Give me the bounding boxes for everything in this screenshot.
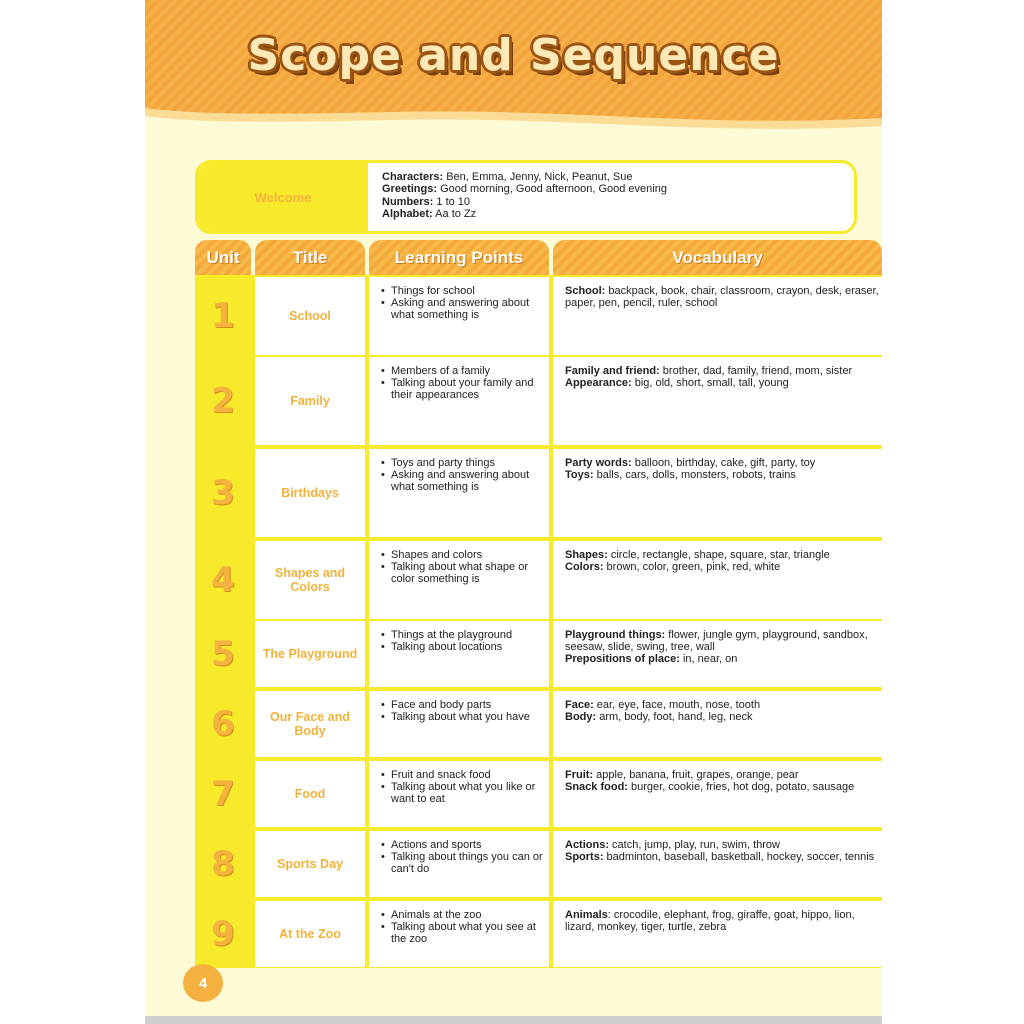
learning-points-list [381, 629, 549, 653]
unit-row [195, 691, 882, 757]
learning-point: • Toys and party things [381, 457, 549, 469]
header-title: Title [255, 240, 365, 275]
unit-title: The Playground [255, 621, 365, 687]
learning-points-list [381, 769, 549, 806]
unit-number: 3 [211, 473, 235, 513]
welcome-term: Alphabet: [382, 208, 433, 221]
vocabulary-words: backpack, book, chair, classroom, crayon, desk, eraser, paper, pen, pencil, ruler, school [565, 285, 879, 310]
vocabulary-words: catch, jump, play, run, swim, throw [609, 839, 780, 851]
unit-title: Our Face and Body [255, 691, 365, 757]
vocabulary-term: Animals [565, 909, 608, 921]
vocabulary-cell [553, 691, 882, 757]
learning-points-list [381, 839, 549, 876]
learning-point: • Asking and answering about what something is [381, 469, 549, 493]
page-edge [145, 1016, 882, 1024]
learning-points-list [381, 909, 549, 946]
learning-point: • Asking and answering about what something is [381, 297, 549, 321]
vocabulary-line [565, 711, 882, 723]
vocabulary-term: Actions: [565, 839, 609, 851]
unit-row [195, 621, 882, 687]
unit-row [195, 831, 882, 897]
unit-number: 5 [211, 634, 235, 674]
learning-point: • Things at the playground [381, 629, 549, 641]
welcome-line [382, 183, 667, 195]
unit-title: Shapes and Colors [255, 541, 365, 619]
welcome-line [382, 208, 667, 220]
vocabulary-list [565, 629, 882, 666]
vocabulary-cell [553, 831, 882, 897]
welcome-line [382, 171, 667, 183]
header-unit: Unit [195, 240, 251, 275]
unit-row [195, 541, 882, 619]
vocabulary-term: Fruit: [565, 769, 594, 781]
learning-points-cell [369, 621, 549, 687]
learning-point: • Face and body parts [381, 699, 549, 711]
vocabulary-words: brown, color, green, pink, red, white [603, 561, 781, 574]
welcome-term: Numbers: [382, 195, 434, 208]
welcome-text: Good morning, Good afternoon, Good evening [437, 183, 667, 196]
vocabulary-term: Sports: [565, 851, 604, 864]
learning-point: • Talking about your family and their appearances [381, 377, 549, 401]
vocabulary-cell [553, 901, 882, 967]
vocabulary-words: brother, dad, family, friend, mom, sister [659, 365, 853, 377]
vocabulary-list [565, 365, 882, 389]
unit-title: At the Zoo [255, 901, 365, 967]
vocabulary-words: in, near, on [679, 653, 738, 666]
vocabulary-term: Snack food: [565, 781, 628, 794]
vocabulary-line [565, 769, 882, 781]
vocabulary-term: Face: [565, 699, 594, 711]
learning-points-cell [369, 277, 549, 355]
vocabulary-cell [553, 541, 882, 619]
welcome-line [382, 196, 667, 208]
unit-title: Food [255, 761, 365, 827]
learning-points-cell [369, 761, 549, 827]
vocabulary-cell [553, 277, 882, 355]
vocabulary-cell [553, 357, 882, 445]
welcome-text: Ben, Emma, Jenny, Nick, Peanut, Sue [443, 171, 633, 183]
learning-points-cell [369, 901, 549, 967]
vocabulary-line [565, 851, 882, 863]
vocabulary-term: Toys: [565, 469, 594, 482]
welcome-text: Aa to Zz [432, 208, 477, 221]
unit-number-cell [195, 761, 251, 827]
unit-row [195, 357, 882, 445]
learning-points-cell [369, 541, 549, 619]
learning-points-cell [369, 449, 549, 537]
table-header [195, 240, 882, 275]
vocabulary-list [565, 457, 882, 481]
learning-points-list [381, 365, 549, 402]
vocabulary-cell [553, 449, 882, 537]
unit-row [195, 761, 882, 827]
unit-number-cell [195, 449, 251, 537]
vocabulary-line [565, 285, 882, 309]
learning-point: • Talking about what shape or color something is [381, 561, 549, 585]
vocabulary-line [565, 909, 882, 933]
header-vocabulary: Vocabulary [553, 240, 882, 275]
unit-number: 7 [211, 774, 235, 814]
vocabulary-words: circle, rectangle, shape, square, star, triangle [607, 549, 830, 561]
vocabulary-words: balls, cars, dolls, monsters, robots, trains [593, 469, 796, 482]
vocabulary-list [565, 909, 882, 933]
vocabulary-words: : crocodile, elephant, frog, giraffe, goat, hippo, lion, lizard, monkey, tiger, turtle, zebra [565, 909, 855, 934]
unit-title: Family [255, 357, 365, 445]
unit-title: School [255, 277, 365, 355]
page-title: Scope and Sequence [247, 30, 780, 81]
vocabulary-term: Colors: [565, 561, 604, 574]
vocabulary-line [565, 839, 882, 851]
unit-number: 8 [211, 844, 235, 884]
vocabulary-line [565, 549, 882, 561]
learning-point: • Shapes and colors [381, 549, 549, 561]
vocabulary-line [565, 365, 882, 377]
vocabulary-line [565, 561, 882, 573]
learning-points-list [381, 549, 549, 586]
vocabulary-words: big, old, short, small, tall, young [631, 377, 789, 390]
welcome-term: Characters: [382, 171, 444, 183]
vocabulary-list [565, 839, 882, 863]
vocabulary-words: apple, banana, fruit, grapes, orange, pear [593, 769, 799, 781]
vocabulary-line [565, 469, 882, 481]
learning-point: • Members of a family [381, 365, 549, 377]
unit-row [195, 901, 882, 967]
learning-points-cell [369, 831, 549, 897]
unit-title: Sports Day [255, 831, 365, 897]
vocabulary-term: School: [565, 285, 606, 297]
unit-number-cell [195, 541, 251, 619]
learning-point: • Talking about what you see at the zoo [381, 921, 549, 945]
vocabulary-term: Party words: [565, 457, 632, 469]
learning-points-cell [369, 357, 549, 445]
learning-point: • Animals at the zoo [381, 909, 549, 921]
page-number: 4 [183, 964, 223, 1002]
vocabulary-line [565, 781, 882, 793]
unit-number-cell [195, 277, 251, 355]
vocabulary-words: balloon, birthday, cake, gift, party, toy [631, 457, 816, 469]
unit-number-cell [195, 831, 251, 897]
unit-number: 9 [211, 914, 235, 954]
header-learning-points: Learning Points [369, 240, 549, 275]
learning-points-list [381, 699, 549, 723]
vocabulary-line [565, 629, 882, 653]
welcome-lines [382, 171, 667, 221]
vocabulary-cell [553, 621, 882, 687]
unit-number-cell [195, 691, 251, 757]
vocabulary-cell [553, 761, 882, 827]
unit-number-cell [195, 621, 251, 687]
learning-point: • Actions and sports [381, 839, 549, 851]
vocabulary-words: ear, eye, face, mouth, nose, tooth [593, 699, 761, 711]
unit-number: 4 [211, 560, 235, 600]
welcome-text: 1 to 10 [433, 195, 471, 208]
learning-points-list [381, 457, 549, 494]
welcome-label: Welcome [198, 163, 368, 231]
vocabulary-words: burger, cookie, fries, hot dog, potato, sausage [627, 781, 855, 794]
learning-point: • Talking about locations [381, 641, 549, 653]
vocabulary-list [565, 549, 882, 573]
vocabulary-words: flower, jungle gym, playground, sandbox, seesaw, slide, swing, tree, wall [565, 629, 868, 654]
unit-number: 6 [211, 704, 235, 744]
book-page [145, 0, 882, 1024]
unit-row [195, 449, 882, 537]
unit-row [195, 277, 882, 355]
welcome-box [195, 160, 857, 234]
learning-point: • Talking about things you can or can't do [381, 851, 549, 875]
vocabulary-term: Appearance: [565, 377, 632, 390]
vocabulary-line [565, 653, 882, 665]
learning-points-list [381, 285, 549, 322]
unit-number-cell [195, 357, 251, 445]
vocabulary-line [565, 457, 882, 469]
learning-points-cell [369, 691, 549, 757]
vocabulary-term: Playground things: [565, 629, 666, 641]
unit-number: 1 [211, 296, 235, 336]
vocabulary-term: Prepositions of place: [565, 653, 680, 666]
learning-point: • Things for school [381, 285, 549, 297]
vocabulary-list [565, 285, 882, 309]
unit-title: Birthdays [255, 449, 365, 537]
vocabulary-term: Family and friend: [565, 365, 660, 377]
unit-number-cell [195, 901, 251, 967]
vocabulary-list [565, 769, 882, 793]
vocabulary-list [565, 699, 882, 723]
vocabulary-term: Shapes: [565, 549, 608, 561]
vocabulary-term: Body: [565, 711, 597, 724]
vocabulary-words: badminton, baseball, basketball, hockey, soccer, tennis [603, 851, 875, 864]
welcome-term: Greetings: [382, 183, 438, 196]
unit-number: 2 [211, 381, 235, 421]
learning-point: • Talking about what you have [381, 711, 549, 723]
vocabulary-words: arm, body, foot, hand, leg, neck [596, 711, 753, 724]
learning-point: • Fruit and snack food [381, 769, 549, 781]
vocabulary-line [565, 377, 882, 389]
learning-point: • Talking about what you like or want to eat [381, 781, 549, 805]
vocabulary-line [565, 699, 882, 711]
